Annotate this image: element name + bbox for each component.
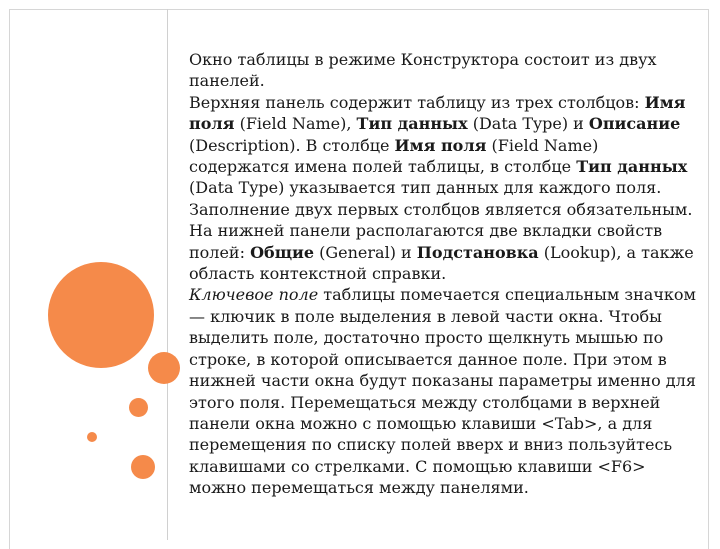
term-lookup: Подстановка: [416, 242, 539, 262]
paragraph-4: [189, 284, 699, 498]
text: (Description). В столбце: [189, 135, 395, 155]
tiny-circle-decoration: [87, 432, 97, 442]
small-circle-decoration: [129, 398, 148, 417]
text: (Data Type) указывается тип данных для каждого поля. Заполнение двух первых столбцов является обязательным.: [189, 178, 693, 219]
term-key-field: Ключевое поле: [189, 285, 319, 305]
term-field-name-2: Имя поля: [394, 135, 487, 155]
term-data-type: Тип данных: [356, 114, 468, 134]
paragraph-1: Окно таблицы в режиме Конструктора состоит из двух панелей.: [189, 50, 657, 91]
term-general: Общие: [250, 242, 315, 262]
vertical-divider: [167, 9, 168, 540]
paragraph-3: [189, 220, 699, 284]
text: (General) и: [314, 242, 417, 262]
medium-circle-decoration: [148, 352, 180, 384]
text: (Lookup), а также область контекстной справки.: [189, 242, 694, 284]
small-circle-decoration-2: [131, 455, 155, 479]
term-description: Описание: [588, 114, 681, 134]
text: (Data Type) и: [467, 114, 589, 134]
slide-body: [189, 49, 699, 499]
large-circle-decoration: [48, 262, 154, 368]
text: таблицы помечается специальным значком — ключик в поле выделения в левой части окна. Чтобы выделить поле, достаточно просто щелкнуть мышью по строке, в которой описывается данное поле. При этом в нижней части окна будут показаны параметры именно для этого поля. Перемещаться между столбцами в верхней панели окна можно с помощью клавиши <Tab>, а для перемещения по списку полей вверх и вниз пользуйтесь клавишами со стрелками. С помощью клавиши <F6> можно перемещаться между панелями.: [189, 285, 696, 498]
term-field-name: Имя поля: [189, 92, 686, 134]
paragraph-2: [189, 92, 699, 220]
text: На нижней панели располагаются две вкладки свойств полей:: [189, 221, 663, 262]
term-data-type-2: Тип данных: [576, 157, 688, 177]
text: (Field Name),: [234, 114, 357, 134]
text: Верхняя панель содержит таблицу из трех столбцов:: [189, 92, 645, 112]
text: (Field Name) содержатся имена полей таблицы, в столбце: [189, 135, 599, 177]
